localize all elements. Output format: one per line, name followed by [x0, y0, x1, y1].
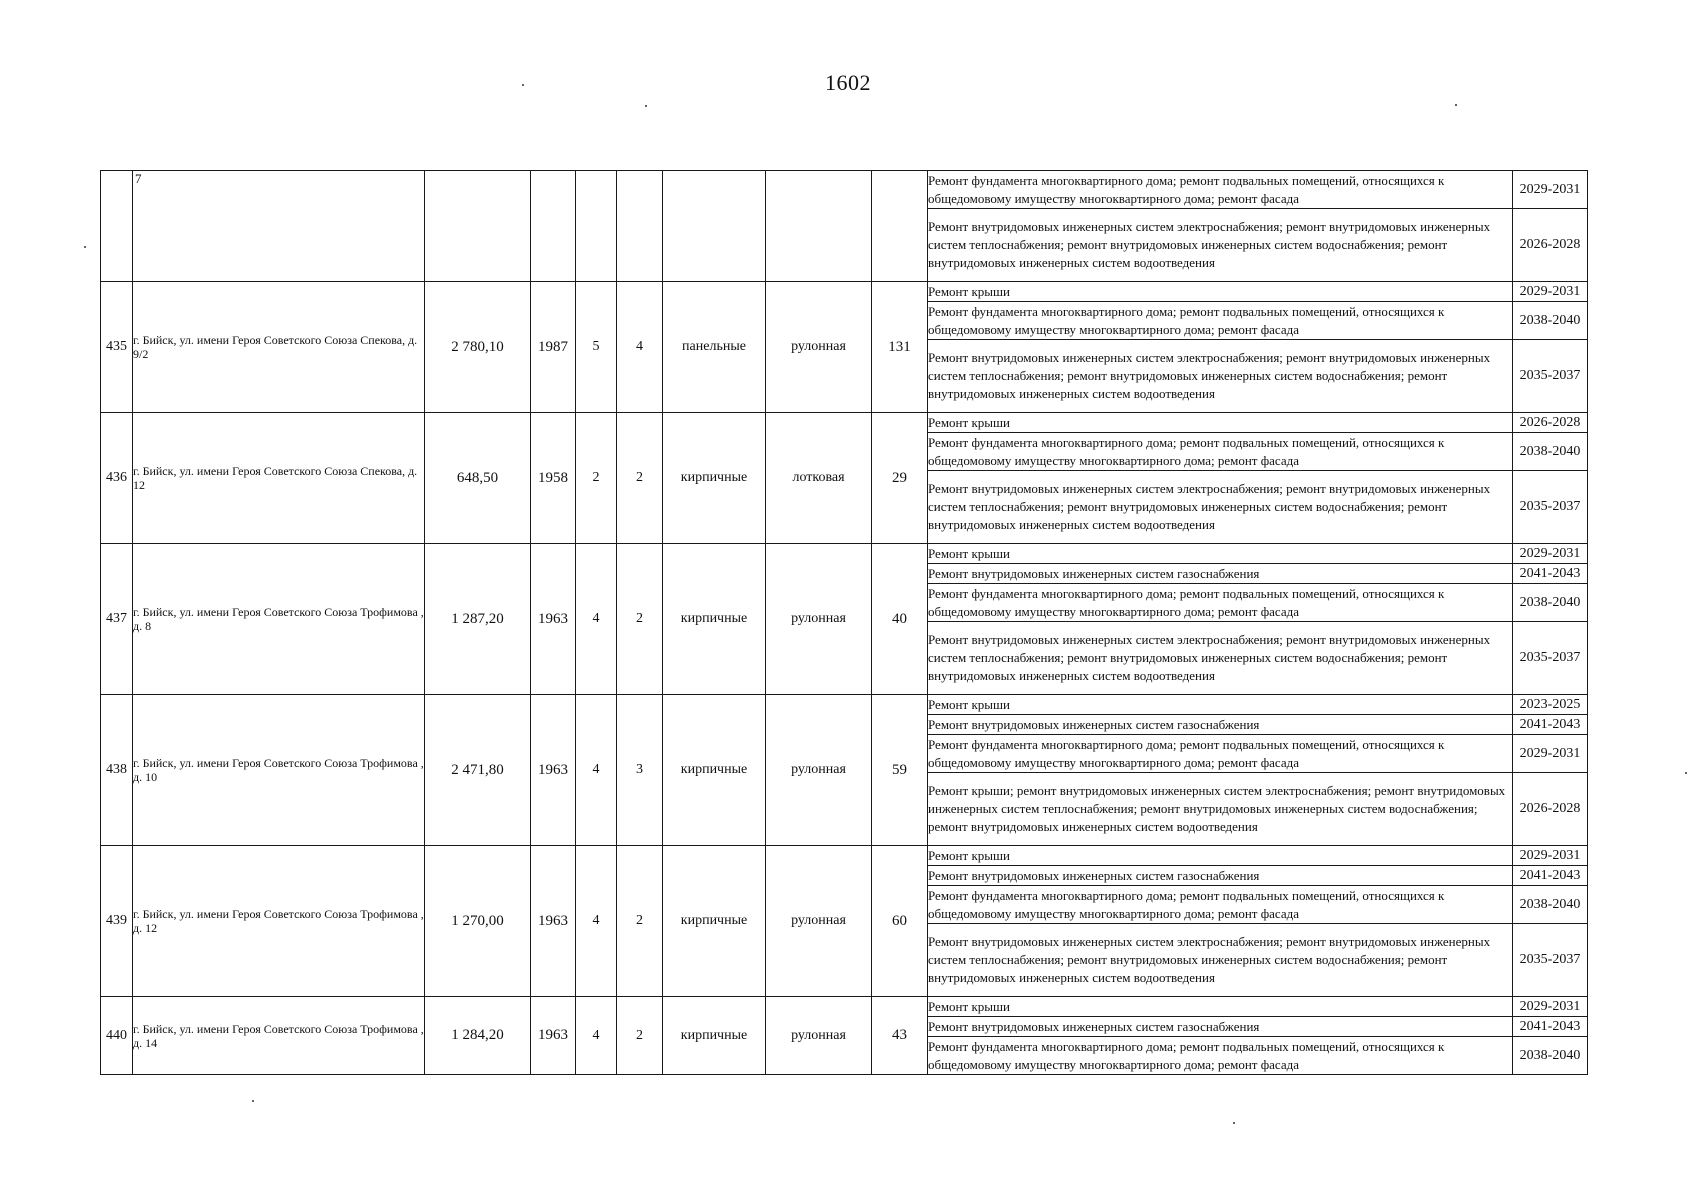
- table-row: [101, 544, 1588, 564]
- cell-total-area: 1 287,20: [425, 544, 531, 695]
- cell-work-period: 2035-2037: [1513, 924, 1588, 997]
- cell-work-period: 2035-2037: [1513, 622, 1588, 695]
- cell-entrances: 2: [617, 413, 663, 544]
- cell-roof-type: рулонная: [766, 695, 872, 846]
- table-row: [101, 695, 1588, 715]
- cell-work-period: 2026-2028: [1513, 209, 1588, 282]
- scan-speck: [1455, 104, 1457, 106]
- cell-roof-type: рулонная: [766, 846, 872, 997]
- cell-build-year: 1963: [531, 695, 576, 846]
- cell-work-type: Ремонт фундамента многоквартирного дома; ремонт подвальных помещений, относящихся к общедомовому имуществу многоквартирного дома; ремонт фасада: [928, 735, 1513, 773]
- cell-blank: [766, 171, 872, 282]
- cell-address: г. Бийск, ул. имени Героя Советского Союза Трофимова , д. 8: [133, 544, 425, 695]
- cell-floors: 4: [576, 695, 617, 846]
- cell-residents: 40: [872, 544, 928, 695]
- cell-work-period: 2029-2031: [1513, 846, 1588, 866]
- cell-work-type: Ремонт фундамента многоквартирного дома; ремонт подвальных помещений, относящихся к общедомовому имуществу многоквартирного дома; ремонт фасада: [928, 171, 1513, 209]
- cell-work-type: Ремонт крыши: [928, 413, 1513, 433]
- cell-roof-type: лотковая: [766, 413, 872, 544]
- table-row: [101, 413, 1588, 433]
- cell-entrances: 2: [617, 997, 663, 1075]
- cell-row-number: 438: [101, 695, 133, 846]
- cell-row-number: 437: [101, 544, 133, 695]
- cell-work-type: Ремонт крыши: [928, 846, 1513, 866]
- cell-build-year: 1958: [531, 413, 576, 544]
- scan-speck: [1233, 1122, 1235, 1124]
- cell-address: г. Бийск, ул. имени Героя Советского Союза Трофимова , д. 10: [133, 695, 425, 846]
- cell-work-type: Ремонт фундамента многоквартирного дома; ремонт подвальных помещений, относящихся к общедомовому имуществу многоквартирного дома; ремонт фасада: [928, 302, 1513, 340]
- cell-build-year: 1963: [531, 997, 576, 1075]
- cell-wall-material: кирпичные: [663, 846, 766, 997]
- cell-work-type: Ремонт крыши: [928, 695, 1513, 715]
- cell-total-area: 1 270,00: [425, 846, 531, 997]
- cell-work-period: 2041-2043: [1513, 866, 1588, 886]
- scan-speck: [1685, 772, 1687, 774]
- cell-residents: 43: [872, 997, 928, 1075]
- cell-column-marker: 7: [133, 171, 425, 282]
- cell-work-type: Ремонт внутридомовых инженерных систем газоснабжения: [928, 1017, 1513, 1037]
- housing-repair-table: [100, 170, 1588, 1075]
- cell-floors: 4: [576, 997, 617, 1075]
- cell-wall-material: кирпичные: [663, 544, 766, 695]
- cell-work-period: 2029-2031: [1513, 171, 1588, 209]
- table-body: [101, 171, 1588, 1075]
- cell-build-year: 1963: [531, 846, 576, 997]
- cell-floors: 4: [576, 544, 617, 695]
- cell-blank: [101, 171, 133, 282]
- cell-wall-material: кирпичные: [663, 413, 766, 544]
- cell-total-area: 2 780,10: [425, 282, 531, 413]
- cell-residents: 131: [872, 282, 928, 413]
- cell-blank: [872, 171, 928, 282]
- cell-entrances: 2: [617, 846, 663, 997]
- cell-work-type: Ремонт крыши: [928, 282, 1513, 302]
- table-row: [101, 846, 1588, 866]
- cell-entrances: 4: [617, 282, 663, 413]
- cell-row-number: 439: [101, 846, 133, 997]
- cell-row-number: 435: [101, 282, 133, 413]
- cell-entrances: 2: [617, 544, 663, 695]
- cell-work-period: 2029-2031: [1513, 544, 1588, 564]
- cell-blank: [531, 171, 576, 282]
- cell-work-type: Ремонт фундамента многоквартирного дома; ремонт подвальных помещений, относящихся к общедомовому имуществу многоквартирного дома; ремонт фасада: [928, 584, 1513, 622]
- cell-work-period: 2026-2028: [1513, 413, 1588, 433]
- cell-entrances: 3: [617, 695, 663, 846]
- cell-work-type: Ремонт фундамента многоквартирного дома; ремонт подвальных помещений, относящихся к общедомовому имуществу многоквартирного дома; ремонт фасада: [928, 433, 1513, 471]
- cell-work-type: Ремонт внутридомовых инженерных систем газоснабжения: [928, 715, 1513, 735]
- cell-floors: 5: [576, 282, 617, 413]
- cell-work-type: Ремонт внутридомовых инженерных систем электроснабжения; ремонт внутридомовых инженерных систем теплоснабжения; ремонт внутридомовых инженерных систем водоснабжения; ремонт внутридомовых инженерных систем водоотведения: [928, 340, 1513, 413]
- cell-wall-material: панельные: [663, 282, 766, 413]
- cell-roof-type: рулонная: [766, 282, 872, 413]
- cell-build-year: 1963: [531, 544, 576, 695]
- cell-total-area: 648,50: [425, 413, 531, 544]
- cell-floors: 2: [576, 413, 617, 544]
- cell-floors: 4: [576, 846, 617, 997]
- cell-work-type: Ремонт внутридомовых инженерных систем электроснабжения; ремонт внутридомовых инженерных систем теплоснабжения; ремонт внутридомовых инженерных систем водоснабжения; ремонт внутридомовых инженерных систем водоотведения: [928, 622, 1513, 695]
- cell-wall-material: кирпичные: [663, 997, 766, 1075]
- cell-work-type: Ремонт внутридомовых инженерных систем электроснабжения; ремонт внутридомовых инженерных систем теплоснабжения; ремонт внутридомовых инженерных систем водоснабжения; ремонт внутридомовых инженерных систем водоотведения: [928, 209, 1513, 282]
- cell-work-period: 2035-2037: [1513, 340, 1588, 413]
- cell-work-type: Ремонт внутридомовых инженерных систем электроснабжения; ремонт внутридомовых инженерных систем теплоснабжения; ремонт внутридомовых инженерных систем водоснабжения; ремонт внутридомовых инженерных систем водоотведения: [928, 471, 1513, 544]
- page-number: 1602: [825, 70, 871, 95]
- cell-total-area: 1 284,20: [425, 997, 531, 1075]
- cell-blank: [663, 171, 766, 282]
- cell-build-year: 1987: [531, 282, 576, 413]
- cell-work-type: Ремонт крыши; ремонт внутридомовых инженерных систем электроснабжения; ремонт внутридомовых инженерных систем теплоснабжения; ремонт внутридомовых инженерных систем водоснабжения; ремонт внутридомовых инженерных систем водоотведения: [928, 773, 1513, 846]
- cell-work-period: 2041-2043: [1513, 564, 1588, 584]
- cell-work-type: Ремонт внутридомовых инженерных систем газоснабжения: [928, 866, 1513, 886]
- table-row: [101, 997, 1588, 1017]
- cell-work-type: Ремонт крыши: [928, 997, 1513, 1017]
- cell-work-period: 2038-2040: [1513, 1037, 1588, 1075]
- cell-work-period: 2038-2040: [1513, 584, 1588, 622]
- table-row: [101, 282, 1588, 302]
- cell-work-period: 2041-2043: [1513, 715, 1588, 735]
- cell-blank: [576, 171, 617, 282]
- table-row: [101, 171, 1588, 209]
- cell-work-type: Ремонт фундамента многоквартирного дома; ремонт подвальных помещений, относящихся к общедомовому имуществу многоквартирного дома; ремонт фасада: [928, 886, 1513, 924]
- cell-work-period: 2038-2040: [1513, 302, 1588, 340]
- cell-row-number: 436: [101, 413, 133, 544]
- scan-speck: [522, 84, 524, 86]
- cell-work-type: Ремонт фундамента многоквартирного дома; ремонт подвальных помещений, относящихся к общедомовому имуществу многоквартирного дома; ремонт фасада: [928, 1037, 1513, 1075]
- cell-work-period: 2029-2031: [1513, 282, 1588, 302]
- scan-speck: [645, 105, 647, 107]
- cell-work-period: 2035-2037: [1513, 471, 1588, 544]
- cell-work-type: Ремонт крыши: [928, 544, 1513, 564]
- cell-work-period: 2038-2040: [1513, 886, 1588, 924]
- cell-work-period: 2029-2031: [1513, 735, 1588, 773]
- cell-row-number: 440: [101, 997, 133, 1075]
- cell-work-type: Ремонт внутридомовых инженерных систем газоснабжения: [928, 564, 1513, 584]
- cell-work-period: 2038-2040: [1513, 433, 1588, 471]
- cell-wall-material: кирпичные: [663, 695, 766, 846]
- cell-work-period: 2026-2028: [1513, 773, 1588, 846]
- cell-blank: [425, 171, 531, 282]
- cell-roof-type: рулонная: [766, 997, 872, 1075]
- cell-work-period: 2041-2043: [1513, 1017, 1588, 1037]
- cell-work-type: Ремонт внутридомовых инженерных систем электроснабжения; ремонт внутридомовых инженерных систем теплоснабжения; ремонт внутридомовых инженерных систем водоснабжения; ремонт внутридомовых инженерных систем водоотведения: [928, 924, 1513, 997]
- cell-residents: 29: [872, 413, 928, 544]
- cell-total-area: 2 471,80: [425, 695, 531, 846]
- cell-work-period: 2029-2031: [1513, 997, 1588, 1017]
- cell-roof-type: рулонная: [766, 544, 872, 695]
- scan-speck: [84, 246, 86, 248]
- scan-speck: [252, 1100, 254, 1102]
- cell-address: г. Бийск, ул. имени Героя Советского Союза Трофимова , д. 12: [133, 846, 425, 997]
- cell-residents: 59: [872, 695, 928, 846]
- cell-address: г. Бийск, ул. имени Героя Советского Союза Спекова, д. 9/2: [133, 282, 425, 413]
- cell-address: г. Бийск, ул. имени Героя Советского Союза Трофимова , д. 14: [133, 997, 425, 1075]
- cell-address: г. Бийск, ул. имени Героя Советского Союза Спекова, д. 12: [133, 413, 425, 544]
- cell-residents: 60: [872, 846, 928, 997]
- cell-blank: [617, 171, 663, 282]
- cell-work-period: 2023-2025: [1513, 695, 1588, 715]
